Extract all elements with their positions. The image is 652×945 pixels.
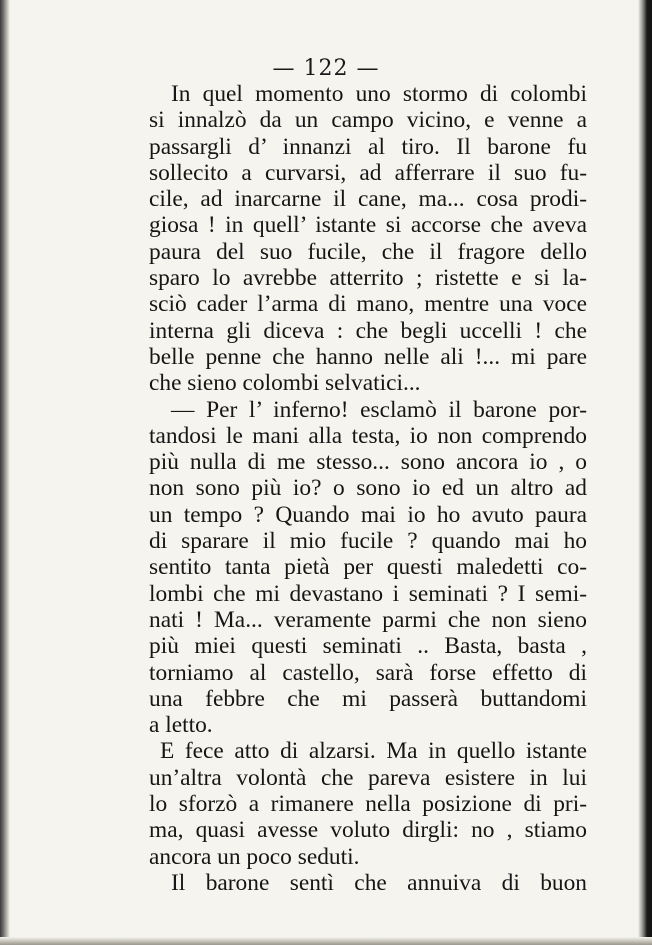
text-line: più nulla di me stesso... sono ancora io , o bbox=[149, 449, 587, 476]
page-left-edge bbox=[0, 0, 10, 945]
page-number: — 122 — bbox=[272, 56, 380, 81]
text-line: sentito tanta pietà per questi maledetti co- bbox=[149, 554, 587, 581]
text-line: tandosi le mani alla testa, io non comprendo bbox=[149, 422, 587, 449]
text-line: più miei questi seminati .. Basta, basta , bbox=[149, 633, 587, 660]
text-line: si innalzò da un campo vicino, e venne a bbox=[149, 107, 587, 134]
text-line: cile, ad inarcarne il cane, ma... cosa prodi- bbox=[149, 186, 587, 213]
text-line: Il barone sentì che annuiva di buon bbox=[171, 869, 587, 896]
text-line: torniamo al castello, sarà forse effetto di bbox=[149, 659, 587, 686]
text-line: ma, quasi avesse voluto dirgli: no , stiamo bbox=[149, 817, 587, 844]
text-line: non sono più io? o sono io ed un altro ad bbox=[149, 475, 587, 502]
text-line: che sieno colombi selvatici... bbox=[149, 370, 421, 397]
text-line: una febbre che mi passerà buttandomi bbox=[149, 685, 587, 712]
body-text bbox=[149, 81, 587, 896]
text-line: un tempo ? Quando mai io ho avuto paura bbox=[149, 501, 587, 528]
text-line: a letto. bbox=[149, 712, 213, 739]
text-line: E fece atto di alzarsi. Ma in quello istante bbox=[160, 738, 587, 765]
text-line: di sparare il mio fucile ? quando mai ho bbox=[149, 528, 587, 555]
page-bottom-edge bbox=[0, 937, 652, 945]
text-line: In quel momento uno stormo di colombi bbox=[171, 81, 587, 107]
text-line: sollecito a curvarsi, ad afferrare il suo fu- bbox=[149, 159, 587, 186]
text-line: giosa ! in quell’ istante si accorse che aveva bbox=[149, 212, 587, 239]
page-right-edge bbox=[638, 0, 652, 945]
text-line: — Per l’ inferno! esclamò il barone por- bbox=[171, 396, 587, 423]
text-line: un’altra volontà che pareva esistere in lui bbox=[149, 764, 587, 791]
text-line: sparo lo avrebbe atterrito ; ristette e si la- bbox=[149, 265, 587, 292]
text-line: interna gli diceva : che begli uccelli ! che bbox=[149, 317, 587, 344]
text-line: ancora un poco seduti. bbox=[149, 843, 360, 870]
text-line: lombi che mi devastano i seminati ? I semi- bbox=[149, 580, 587, 607]
text-line: paura del suo fucile, che il fragore dello bbox=[149, 238, 587, 265]
text-line: lo sforzò a rimanere nella posizione di pri- bbox=[149, 791, 587, 818]
text-line: belle penne che hanno nelle ali !... mi pare bbox=[149, 343, 587, 370]
text-line: sciò cader l’arma di mano, mentre una voce bbox=[149, 291, 587, 318]
text-line: nati ! Ma... veramente parmi che non sieno bbox=[149, 606, 587, 633]
text-line: passargli d’ innanzi al tiro. Il barone fu bbox=[149, 133, 587, 160]
